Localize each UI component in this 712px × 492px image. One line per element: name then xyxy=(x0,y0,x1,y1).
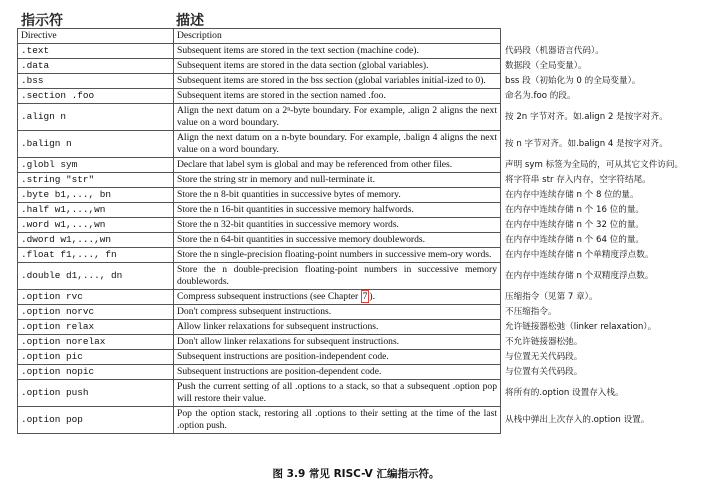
note-text: 按 2n 字节对齐。如.align 2 是按字对齐。 xyxy=(505,112,668,122)
heading-description-zh: 描述 xyxy=(176,13,204,29)
note-text: 将字符串 str 存入内存，空字符结尾。 xyxy=(505,175,651,185)
table-row xyxy=(18,188,501,203)
description-cell: Allow linker relaxations for subsequent instructions. xyxy=(174,320,501,335)
description-cell: Subsequent items are stored in the section named .foo. xyxy=(174,89,501,104)
description-cell: Align the next datum on a 2ⁿ-byte boundary. For example, .align 2 aligns the next value on a word boundary. xyxy=(174,104,501,131)
description-cell: Store the n 64-bit quantities in successive memory doublewords. xyxy=(174,233,501,248)
table-row xyxy=(18,131,501,158)
chinese-notes-column xyxy=(502,28,710,434)
description-text: ). xyxy=(369,291,375,302)
description-text: Compress subsequent instructions (see Chapter xyxy=(177,291,361,302)
directive-cell: .section .foo xyxy=(18,89,174,104)
note-text: 声明 sym 标签为全局的，可从其它文件访问。 xyxy=(505,160,684,170)
table-row xyxy=(18,158,501,173)
description-cell: Pop the option stack, restoring all .options to their setting at the time of the last .option push. xyxy=(174,407,501,434)
description-cell: Push the current setting of all .options to a stack, so that a subsequent .option pop will restore their value. xyxy=(174,380,501,407)
description-cell: Store the n double-precision floating-point numbers in successive memory doublewords. xyxy=(174,263,501,290)
table-header-row xyxy=(18,29,501,44)
description-cell xyxy=(174,290,501,305)
description-cell: Align the next datum on a n-byte boundary. For example, .balign 4 aligns the next value on a word boundary. xyxy=(174,131,501,158)
description-cell: Subsequent instructions are position-dependent code. xyxy=(174,365,501,380)
description-cell: Store the n single-precision floating-point numbers in successive mem-ory words. xyxy=(174,248,501,263)
note-text: 与位置有关代码段。 xyxy=(505,367,583,377)
description-cell: Subsequent instructions are position-independent code. xyxy=(174,350,501,365)
table-row xyxy=(18,173,501,188)
directive-cell: .option pic xyxy=(18,350,174,365)
figure-caption: 图 3.9 常见 RISC-V 汇编指示符。 xyxy=(272,468,440,480)
table-row xyxy=(18,74,501,89)
directive-cell: .option pop xyxy=(18,407,174,434)
table-row xyxy=(18,203,501,218)
description-cell: Subsequent items are stored in the data section (global variables). xyxy=(174,59,501,74)
directive-cell: .string "str" xyxy=(18,173,174,188)
note-text: 在内存中连续存储 n 个单精度浮点数。 xyxy=(505,250,654,260)
description-cell: Store the string str in memory and null-terminate it. xyxy=(174,173,501,188)
description-cell: Don't allow linker relaxations for subsequent instructions. xyxy=(174,335,501,350)
note-text: 数据段（全局变量）。 xyxy=(505,61,587,71)
directive-cell: .byte b1,..., bn xyxy=(18,188,174,203)
table-row xyxy=(18,380,501,407)
table-row xyxy=(18,248,501,263)
note-text: 代码段（机器语言代码）。 xyxy=(505,46,604,56)
table-row xyxy=(18,305,501,320)
heading-directive-zh: 指示符 xyxy=(21,13,63,29)
note-text: 在内存中连续存储 n 个 8 位的量。 xyxy=(505,190,639,200)
directive-cell: .option norvc xyxy=(18,305,174,320)
table-row xyxy=(18,44,501,59)
directive-cell: .float f1,..., fn xyxy=(18,248,174,263)
table-row xyxy=(18,320,501,335)
table-row xyxy=(18,89,501,104)
directive-cell: .option rvc xyxy=(18,290,174,305)
note-text: 在内存中连续存储 n 个 32 位的量。 xyxy=(505,220,645,230)
table-row xyxy=(18,59,501,74)
description-cell: Store the n 8-bit quantities in successive bytes of memory. xyxy=(174,188,501,203)
directive-cell: .text xyxy=(18,44,174,59)
table-row xyxy=(18,290,501,305)
table-row xyxy=(18,263,501,290)
note-text: 在内存中连续存储 n 个 64 位的量。 xyxy=(505,235,645,245)
directive-cell: .bss xyxy=(18,74,174,89)
table-row xyxy=(18,218,501,233)
directive-cell: .align n xyxy=(18,104,174,131)
directive-cell: .option norelax xyxy=(18,335,174,350)
description-cell: Store the n 16-bit quantities in successive memory halfwords. xyxy=(174,203,501,218)
description-cell: Subsequent items are stored in the bss section (global variables initial-ized to 0). xyxy=(174,74,501,89)
note-text: 与位置无关代码段。 xyxy=(505,352,583,362)
chapter-link[interactable]: 7 xyxy=(362,291,368,302)
note-text: 在内存中连续存储 n 个双精度浮点数。 xyxy=(505,271,654,281)
directive-cell: .globl sym xyxy=(18,158,174,173)
description-cell: Declare that label sym is global and may be referenced from other files. xyxy=(174,158,501,173)
note-spacer xyxy=(503,29,710,44)
table-row xyxy=(18,335,501,350)
description-cell: Don't compress subsequent instructions. xyxy=(174,305,501,320)
table-row xyxy=(18,233,501,248)
directive-cell: .option relax xyxy=(18,320,174,335)
note-text: 允许链接器松弛（linker relaxation）。 xyxy=(505,322,657,332)
note-text: bss 段（初始化为 0 的全局变量）。 xyxy=(505,76,641,86)
note-text: 从栈中弹出上次存入的.option 设置。 xyxy=(505,415,650,425)
header-description: Description xyxy=(174,29,501,44)
table-row xyxy=(18,407,501,434)
header-directive: Directive xyxy=(18,29,174,44)
directive-cell: .word w1,...,wn xyxy=(18,218,174,233)
directive-cell: .balign n xyxy=(18,131,174,158)
directive-cell: .option push xyxy=(18,380,174,407)
table-row xyxy=(18,350,501,365)
note-text: 将所有的.option 设置存入栈。 xyxy=(505,388,624,398)
note-text: 在内存中连续存储 n 个 16 位的量。 xyxy=(505,205,645,215)
note-text: 命名为.foo 的段。 xyxy=(505,91,576,101)
directive-cell: .half w1,...,wn xyxy=(18,203,174,218)
description-cell: Subsequent items are stored in the text section (machine code). xyxy=(174,44,501,59)
directive-cell: .double d1,..., dn xyxy=(18,263,174,290)
directive-cell: .data xyxy=(18,59,174,74)
directive-cell: .dword w1,...,wn xyxy=(18,233,174,248)
table-row xyxy=(18,365,501,380)
table-row xyxy=(18,104,501,131)
note-text: 不允许链接器松弛。 xyxy=(505,337,583,347)
description-cell: Store the n 32-bit quantities in successive memory words. xyxy=(174,218,501,233)
directive-table xyxy=(17,28,501,434)
note-text: 压缩指令（见第 7 章）。 xyxy=(505,292,598,302)
note-text: 按 n 字节对齐。如.balign 4 是按字对齐。 xyxy=(505,139,668,149)
note-text: 不压缩指令。 xyxy=(505,307,557,317)
directive-cell: .option nopic xyxy=(18,365,174,380)
